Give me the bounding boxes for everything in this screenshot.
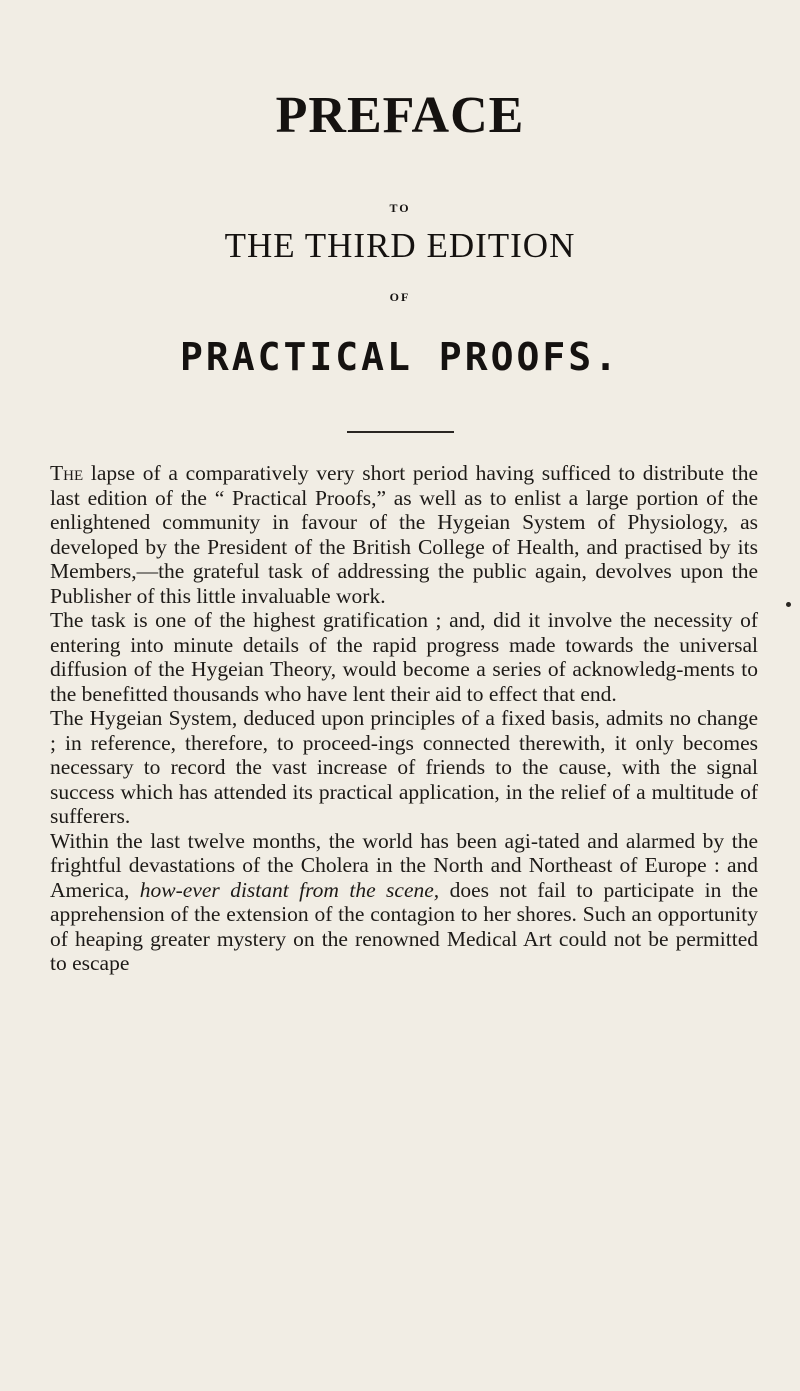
paragraph-2: The task is one of the highest gratification ; and, did it involve the necessity of entering into minute details of the rapid progress made towards the universal diffusion of the Hygeian Theory, would become a series of acknowledg-ments to the benefitted thousands who have lent their aid to effect that end.: [50, 608, 758, 706]
paragraph-4-text-before: Within the last twelve months, the world has been agi-tated and alarmed by the frightful devastations of the Cholera in the North and Northeast of Europe : and America,: [50, 828, 758, 902]
heading-of: OF: [389, 290, 411, 304]
heading-to: TO: [389, 201, 411, 215]
paragraph-1-lead: The: [50, 461, 84, 485]
paragraph-1: [50, 461, 758, 608]
paragraph-1-text: lapse of a comparatively very short period having sufficed to distribute the last edition of the “ Practical Proofs,” as well as to enlist a large portion of the enlightened community in favour of the Hygeian System of Physiology, as developed by the President of the British College of Health, and practised by its Members,—the grateful task of addressing the public again, devolves upon the Publisher of this little invaluable work.: [50, 461, 758, 608]
preface-title: PREFACE: [275, 87, 525, 144]
paragraph-4-text-after: does not fail to participate in the apprehension of the extension of the contagion to her shores. Such an opportunity of heaping greater mystery on the renowned Medical Art could not be permitted to escape: [50, 877, 758, 975]
work-title: PRACTICAL PROOFS.: [180, 335, 620, 379]
paragraph-3: The Hygeian System, deduced upon principles of a fixed basis, admits no change ; in reference, therefore, to proceed-ings connected therewith, it only becomes necessary to record the vast increase of friends to the cause, with the signal success which has attended its practical application, in the relief of a multitude of sufferers.: [50, 706, 758, 828]
edition-heading: THE THIRD EDITION: [224, 226, 576, 265]
margin-mark: [786, 602, 791, 607]
paragraph-4: [50, 829, 758, 976]
title-divider: [347, 431, 454, 433]
preface-body: [50, 461, 758, 976]
paragraph-4-italic: how-ever distant from the scene,: [139, 877, 440, 902]
